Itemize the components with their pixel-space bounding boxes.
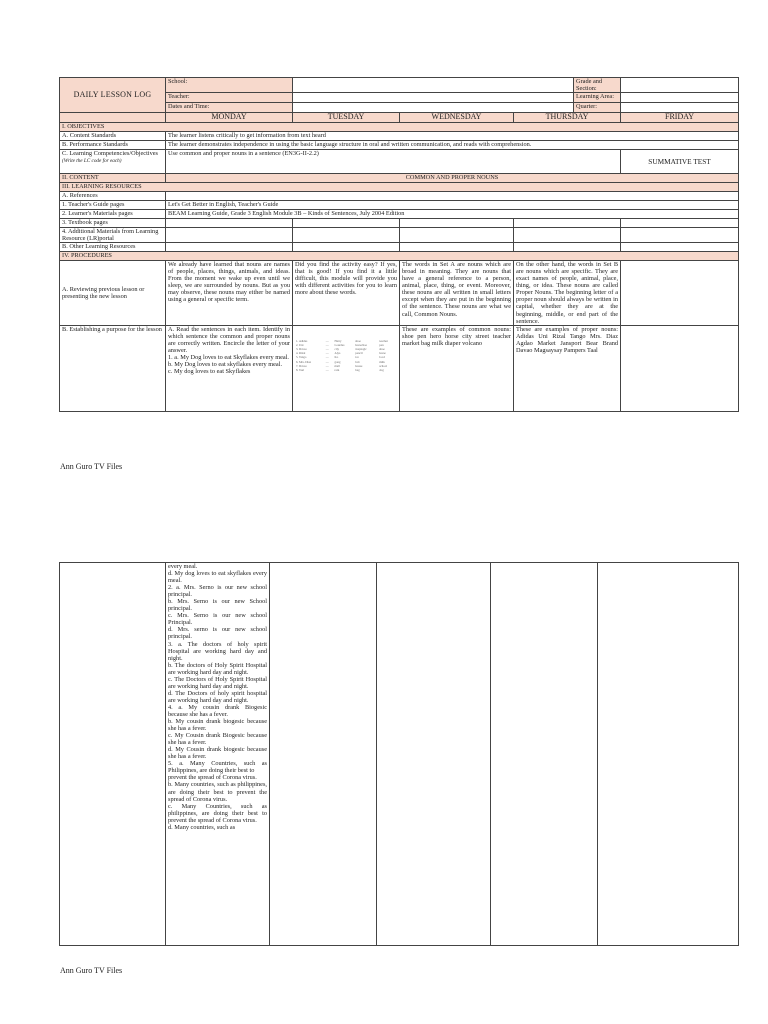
- mini-table-cell: —: [325, 360, 329, 364]
- mini-table-cell: 1. Adidas: [296, 339, 308, 343]
- mini-table-cell: shoe: [379, 347, 385, 351]
- blank-corner: [60, 113, 166, 123]
- mini-table-cell: gong: [334, 360, 341, 364]
- other-thu: [514, 243, 621, 252]
- textbook-tue: [293, 219, 400, 228]
- mini-table-cell: 8. Taal: [296, 368, 305, 372]
- mini-table-cell: bag: [355, 368, 360, 372]
- daily-lesson-log-continued: [59, 562, 739, 946]
- textbook-wed: [400, 219, 514, 228]
- school-value: [293, 78, 574, 93]
- day-tuesday: TUESDAY: [293, 113, 400, 123]
- mini-table-cell: —: [325, 368, 329, 372]
- mini-table-cell: mall: [334, 364, 340, 368]
- procA-tuesday: Did you find the activity easy? If yes, that is good! If you find it a little difficult, this module will provide you with different activities for you to learn more about these words.: [293, 261, 400, 325]
- mini-table-cell: Harry: [334, 339, 342, 343]
- p2-thursday: [491, 563, 598, 946]
- mini-table-cell: 7. Davao: [296, 364, 307, 368]
- mini-table-cell: —: [325, 339, 329, 343]
- p2-monday-continued: every meal. d. My dog loves to eat skyflakes every meal. 2. a. Mrs. Serno is our new school principal. b. Mrs. Serno is our new School principal. c. Mrs. Serno is our new school Principal. d. Mrs. serno is our new school principal. 3. a. The doctors of holy spirit Hospital are working hard day and night. b. The doctors of Holy Spirit Hospital are working hard day and night. c. The Doctors of Holy Spirit Hospital are working hard day and night. d. The Doctors of holy spirit hospital are working hard day and night. 4. a. My cousin drank Biogesic because she has a fever. b. My cousin drank biogesic because she has a fever. c. My Cousin drank Biogesic because she has a fever. d. My Cousin drank biogesic because she has a fever. 5. a. Many Countries, such as Philippines, are doing their best to prevent the spread of Corona virus. b. Many countries, such as philippines, are doing their best to prevent the spread of Corona virus. c. Many Countries, such as philippines, are doing their best to prevent the spread of Corona virus. d. Many countries, such as: [166, 563, 270, 946]
- mini-table-cell: Ko: [334, 356, 339, 360]
- mini-table-cell: 5. Tango: [296, 356, 307, 360]
- additional-materials-label: 4. Additional Materials from Learning Resource (LR)portal: [60, 228, 166, 243]
- procB-friday: [621, 325, 739, 411]
- mini-table-cell: —: [325, 347, 329, 351]
- procB-tuesday: [293, 325, 400, 411]
- textbook-label: 3. Textbook pages: [60, 219, 166, 228]
- mini-table-cell: rain: [334, 368, 340, 372]
- tg-pages-label: 1. Teacher's Guide pages: [60, 201, 166, 210]
- procA-monday: We already have learned that nouns are names of people, places, things, animals, and ideas. From the moment we wake up even until we sleep, we are surrounded by nouns. But as you may observe, these nouns may either be named using a general or specific term.: [166, 261, 293, 325]
- content-standards-label: A. Content Standards: [60, 132, 166, 141]
- procA-wednesday: The words in Set A are nouns which are broad in meaning. They are nouns that have a general reference to a person, animal, place, thing, or event. Moreover, these nouns are all written in small letters except when they are put in the beginning of the sentence. These nouns are what we call, Common Nouns.: [400, 261, 514, 325]
- day-friday: FRIDAY: [621, 113, 739, 123]
- lm-pages-label: 2. Learner's Materials pages: [60, 210, 166, 219]
- teacher-label: Teacher:: [166, 93, 293, 103]
- procB-thursday: These are examples of proper nouns: Adidas Uni Rizal Tango Mrs. Diaz Agdao Market Jansport Bear Brand Davao Magsaysay Pampers Taal: [514, 325, 621, 411]
- school-label: School:: [166, 78, 293, 93]
- p2-tuesday: [270, 563, 377, 946]
- mini-table-cell: pencil: [355, 352, 363, 356]
- mini-table-cell: —: [325, 364, 329, 368]
- dll-title: DAILY LESSON LOG: [60, 78, 166, 113]
- dates-label: Dates and Time:: [166, 103, 293, 113]
- mini-table-cell: —: [325, 343, 329, 347]
- performance-standards-label: B. Performance Standards: [60, 141, 166, 150]
- reviewing-label: A. Reviewing previous lesson or presenting the new lesson: [60, 261, 166, 325]
- mini-table-cell: —: [325, 352, 329, 356]
- mini-table-cell: 6. Mrs. Diaz: [296, 360, 311, 364]
- summative-test: SUMMATIVE TEST: [621, 150, 739, 174]
- competencies-title: C. Learning Competencies/Objectives: [62, 150, 158, 158]
- mini-table-cell: dog: [379, 368, 384, 372]
- mini-table-cell: horse/hoe: [355, 343, 367, 347]
- learning-area-label: Learning Area:: [574, 93, 621, 103]
- procA-friday: [621, 261, 739, 325]
- mini-table-cell: horse: [379, 352, 386, 356]
- mini-table-row: [295, 369, 397, 373]
- mini-table-cell: teacher: [379, 339, 388, 343]
- textbook-thu: [514, 219, 621, 228]
- content-heading: II. CONTENT: [60, 174, 166, 183]
- other-mon: [166, 243, 293, 252]
- other-fri: [621, 243, 739, 252]
- footer-page-1: Ann Guro TV Files: [60, 462, 123, 471]
- additional-wed: [400, 228, 514, 243]
- competencies-label: [60, 150, 166, 174]
- learning-area-value: [621, 93, 739, 103]
- day-monday: MONDAY: [166, 113, 293, 123]
- procB-monday: A. Read the sentences in each item. Identify in which sentence the common and proper nouns are correctly written. Encircle the letter of your answer. 1. a. My Dog loves to eat Skyflakes every meal. b. My Dog loves to eat skyflakes every meal. c. My dog loves to eat Skyflakes: [166, 325, 293, 411]
- additional-mon: [166, 228, 293, 243]
- noun-sorting-table: [295, 340, 397, 374]
- content-text: COMMON AND PROPER NOUNS: [166, 174, 739, 183]
- content-standards-text: The learner listens critically to get information from text heard: [166, 132, 739, 141]
- mini-table-cell: 4. Rizal: [296, 352, 306, 356]
- other-wed: [400, 243, 514, 252]
- day-thursday: THURSDAY: [514, 113, 621, 123]
- additional-tue: [293, 228, 400, 243]
- additional-thu: [514, 228, 621, 243]
- mini-table-cell: 3. Davao: [296, 347, 307, 351]
- textbook-mon: [166, 219, 293, 228]
- mini-table-cell: bob: [355, 360, 360, 364]
- mini-table-cell: pen: [379, 343, 384, 347]
- mini-table-cell: city: [334, 347, 340, 351]
- mini-table-cell: school: [379, 364, 388, 368]
- p2-friday: [598, 563, 739, 946]
- mini-table-cell: house: [355, 364, 363, 368]
- p2-wednesday: [377, 563, 491, 946]
- daily-lesson-log-table: [59, 77, 739, 412]
- dates-value: [293, 103, 574, 113]
- grade-section-label: Grade and Section:: [574, 78, 621, 93]
- mini-table-cell: ice: [355, 356, 359, 360]
- textbook-fri: [621, 219, 739, 228]
- references-value: [166, 192, 739, 201]
- teacher-value: [293, 93, 574, 103]
- mini-table-cell: Lourdes: [334, 343, 345, 347]
- other-tue: [293, 243, 400, 252]
- additional-fri: [621, 228, 739, 243]
- tg-pages-text: Let's Get Better in English, Teacher's Guide: [166, 201, 739, 210]
- procA-thursday: On the other hand, the words in Set B are nouns which are specific. They are exact names of people, animal, place, thing, or idea. These nouns are called Proper Nouns. The beginning letter of a proper noun should always be written in capital, whether they are at the beginning, middle, or end part of the sentence.: [514, 261, 621, 325]
- competencies-text: Use common and proper nouns in a sentence (EN3G-II-2.2): [166, 150, 621, 174]
- establishing-label: B. Establishing a purpose for the lesson: [60, 325, 166, 411]
- footer-page-2: Ann Guro TV Files: [60, 966, 123, 975]
- learning-resources-heading: III. LEARNING RESOURCES: [60, 183, 739, 192]
- mini-table-cell: —: [325, 356, 329, 360]
- mini-table-cell: milk: [379, 360, 385, 364]
- mini-table-cell: shoe: [355, 339, 361, 343]
- performance-standards-text: The learner demonstrates independence in using the basic language structure in oral and written communication, and reads with comprehension.: [166, 141, 739, 150]
- procB-wednesday: These are examples of common nouns: shoe pen hero horse city street teacher market bag milk diaper volcano: [400, 325, 514, 411]
- p2-label-cell: [60, 563, 166, 946]
- other-resources-label: B. Other Learning Resources: [60, 243, 166, 252]
- quarter-label: Quarter:: [574, 103, 621, 113]
- competencies-note: (Write the LC code for each): [62, 158, 122, 165]
- grade-section-value: [621, 78, 739, 93]
- mini-table-cell: Jeeplogic: [355, 347, 367, 351]
- mini-table-cell: food: [379, 356, 385, 360]
- procedures-heading: IV. PROCEDURES: [60, 252, 739, 261]
- day-wednesday: WEDNESDAY: [400, 113, 514, 123]
- quarter-value: [621, 103, 739, 113]
- mini-table-cell: Aiya: [334, 352, 341, 356]
- objectives-heading: I. OBJECTIVES: [60, 123, 739, 132]
- references-label: A. References: [60, 192, 166, 201]
- lm-pages-text: BEAM Learning Guide, Grade 3 English Module 3B – Kinds of Sentences, July 2004 Edition: [166, 210, 739, 219]
- mini-table-cell: 2. Uni: [296, 343, 304, 347]
